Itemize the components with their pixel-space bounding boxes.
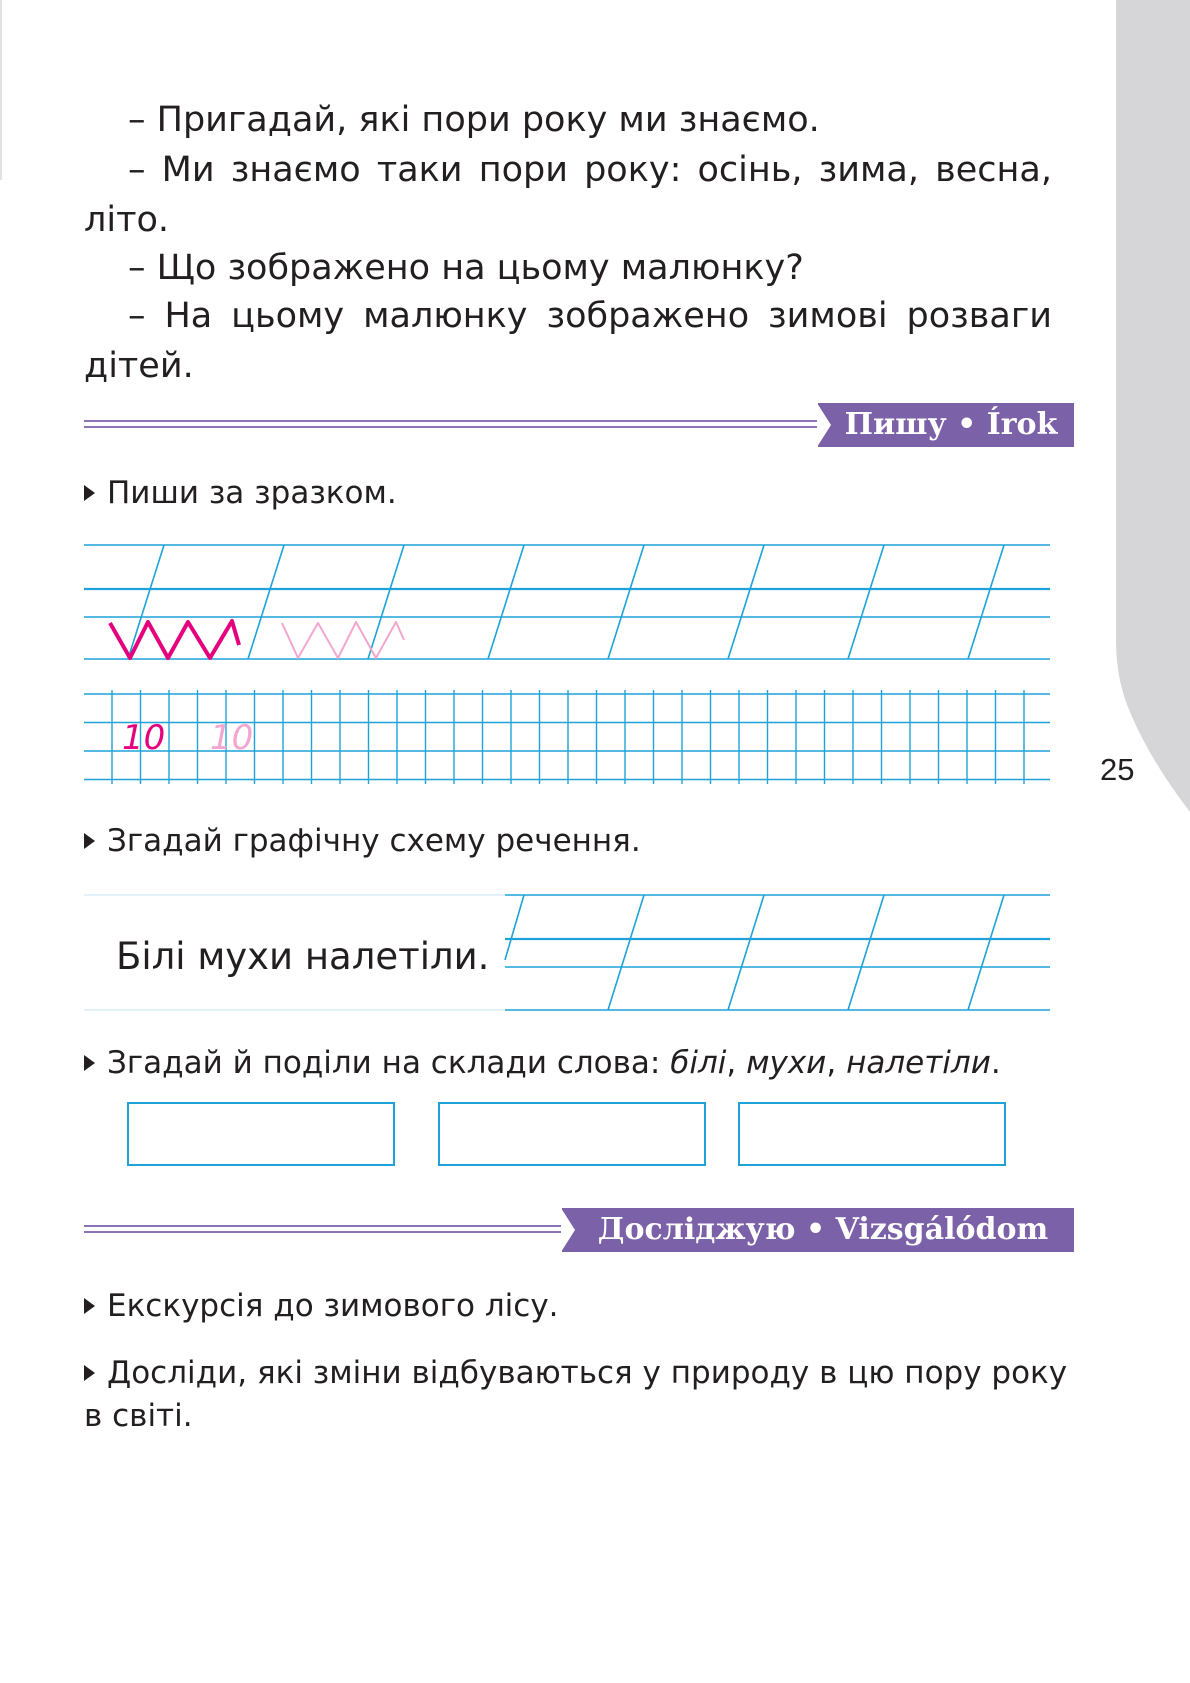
- bullet-triangle-icon: [84, 1298, 95, 1314]
- dialogue-line-3: – Що зображено на цьому малюнку?: [128, 248, 804, 288]
- bullet-triangle-icon: [84, 1055, 95, 1071]
- task-research-cont: в світі.: [84, 1398, 193, 1434]
- task-research: Досліди, які зміни відбуваються у природу в цю пору року: [84, 1352, 1067, 1394]
- dialogue-line-4: – На цьому малюнку зображено зимові розваги: [128, 296, 1052, 336]
- task-copy-sample: Пиши за зразком.: [84, 472, 397, 514]
- syllable-box-1[interactable]: [127, 1102, 395, 1166]
- task-sentence-scheme: Згадай графічну схему речення.: [84, 820, 641, 862]
- dialogue-line-2-cont: літо.: [84, 200, 170, 240]
- sample-sentence: Білі мухи налетіли.: [116, 935, 490, 978]
- section-banner-write: Пишу • Írok: [818, 403, 1074, 447]
- number-sample: 10: [122, 718, 166, 758]
- bullet-triangle-icon: [84, 1365, 95, 1381]
- page-number: 25: [1100, 752, 1135, 787]
- dialogue-line-1: – Пригадай, які пори року ми знаємо.: [128, 100, 820, 140]
- section-banner-explore: Досліджую • Vizsgálódom: [562, 1208, 1074, 1252]
- syllable-box-3[interactable]: [738, 1102, 1006, 1166]
- dialogue-line-2: – Ми знаємо таки пори року: осінь, зима, весна,: [128, 150, 1052, 190]
- task-syllables: Згадай й поділи на склади слова: білі, мухи, налетіли.: [84, 1042, 1001, 1084]
- dialogue-line-4-cont: дітей.: [84, 346, 194, 386]
- syllable-box-2[interactable]: [438, 1102, 706, 1166]
- number-trace: 10: [210, 718, 254, 758]
- task-excursion: Екскурсія до зимового лісу.: [84, 1285, 559, 1327]
